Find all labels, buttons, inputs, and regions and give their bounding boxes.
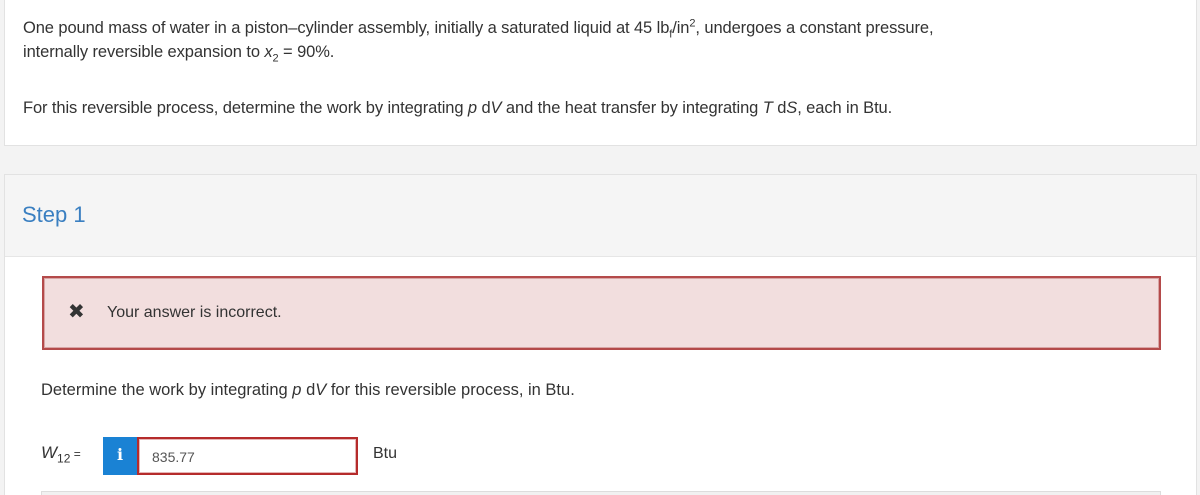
problem-statement-card	[4, 0, 1197, 146]
question-text: Determine the work by integrating p dV for this reversible process, in Btu.	[41, 381, 575, 399]
info-icon[interactable]: i	[103, 437, 137, 475]
answer-variable-label: $W_{12}$ =	[41, 443, 81, 466]
step-card	[4, 174, 1197, 495]
next-section-edge	[41, 491, 1161, 495]
incorrect-answer-alert	[42, 276, 1161, 350]
work-answer-input[interactable]	[137, 437, 358, 475]
step-header	[5, 175, 1196, 257]
answer-row	[41, 435, 541, 475]
step-title: Step 1	[22, 202, 86, 227]
problem-paragraph-1: One pound mass of water in a piston–cylinder assembly, initially a saturated liquid at 45 $lb_f/in^2$, undergoes a constant pressure, internally reversible expansion to $x_2 = 90\%$.	[23, 17, 934, 65]
incorrect-answer-message: Your answer is incorrect.	[107, 304, 282, 321]
problem-text	[23, 16, 1173, 120]
error-x-icon: ✖	[68, 301, 85, 323]
answer-unit-label: Btu	[373, 445, 398, 462]
problem-paragraph-2: For this reversible process, determine the work by integrating p dV and the heat transfer by integrating T dS, each in Btu.	[23, 99, 893, 117]
